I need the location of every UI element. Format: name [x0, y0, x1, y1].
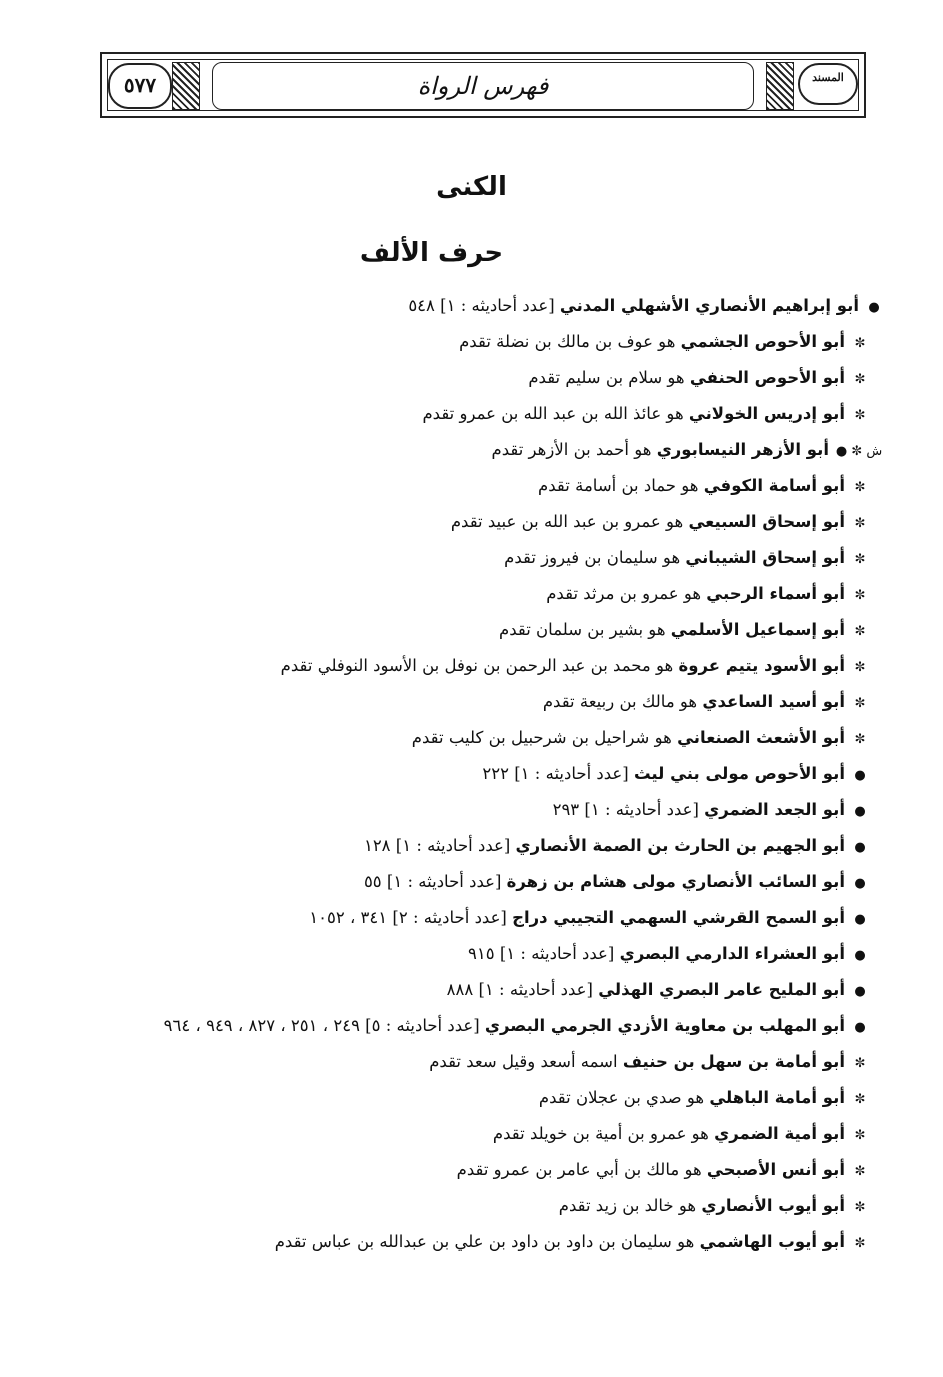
list-item: ✼أبو أسامة الكوفي هو حماد بن أسامة تقدم: [63, 468, 883, 504]
list-item: ●أبو الجعد الضمري [عدد أحاديثه : ١] ٢٩٣: [63, 792, 883, 828]
main-heading: الكنى: [436, 172, 507, 202]
list-item: ✼أبو أمامة الباهلي هو صدي بن عجلان تقدم: [63, 1080, 883, 1116]
list-item: ●أبو المهلب بن معاوية الأزدي الجرمي البصري [عدد أحاديثه : ٥] ٢٤٩ ، ٢٥١ ، ٨٢٧ ، ٩٤٩ ، ٩٦٤: [63, 1008, 883, 1044]
list-item: ✼أبو أيوب الأنصاري هو خالد بن زيد تقدم: [63, 1188, 883, 1224]
bullet-icon: ●: [854, 912, 866, 927]
asterisk-icon: ✼: [854, 480, 866, 495]
asterisk-icon: ✼: [854, 336, 866, 351]
list-item: ●أبو الجهيم بن الحارث بن الصمة الأنصاري [عدد أحاديثه : ١] ١٢٨: [63, 828, 883, 864]
list-item: ●أبو الأحوص مولى بني ليث [عدد أحاديثه : ١] ٢٢٢: [63, 756, 883, 792]
bullet-icon: ●: [854, 1020, 866, 1035]
list-item: ✼أبو أسيد الساعدي هو مالك بن ربيعة تقدم: [63, 684, 883, 720]
list-item: ●أبو إبراهيم الأنصاري الأشهلي المدني [عدد أحاديثه : ١] ٥٤٨: [63, 288, 883, 324]
list-item: ✼أبو أمامة بن سهل بن حنيف اسمه أسعد وقيل سعد تقدم: [63, 1044, 883, 1080]
asterisk-icon: ✼: [854, 624, 866, 639]
ornament-right-icon: [766, 62, 794, 110]
asterisk-icon: ✼: [854, 660, 866, 675]
list-item: ●أبو السمح القرشي السهمي التجيبي دراج [عدد أحاديثه : ٢] ٣٤١ ، ١٠٥٢: [63, 900, 883, 936]
section-heading: حرف الألف: [359, 238, 504, 268]
asterisk-icon: ✼: [854, 1200, 866, 1215]
asterisk-icon: ✼: [854, 516, 866, 531]
list-item: ✼أبو الأحوص الحنفي هو سلام بن سليم تقدم: [63, 360, 883, 396]
asterisk-icon: ✼: [854, 1056, 866, 1071]
asterisk-icon: ✼: [854, 1164, 866, 1179]
bullet-icon: ●: [854, 768, 866, 783]
ornament-left-icon: [172, 62, 200, 110]
list-item: ✼أبو إسحاق الشيباني هو سليمان بن فيروز تقدم: [63, 540, 883, 576]
bullet-icon: ●: [854, 984, 866, 999]
bullet-icon: ●: [868, 300, 880, 315]
list-item: ✼أبو أسماء الرحبي هو عمرو بن مرثد تقدم: [63, 576, 883, 612]
list-item: ●أبو العشراء الدارمي البصري [عدد أحاديثه : ١] ٩١٥: [63, 936, 883, 972]
list-item: ✼أبو إدريس الخولاني هو عائذ الله بن عبد الله بن عمرو تقدم: [63, 396, 883, 432]
bullet-icon: ●: [854, 804, 866, 819]
list-item: ●أبو المليح عامر البصري الهذلي [عدد أحاديثه : ١] ٨٨٨: [63, 972, 883, 1008]
bullet-icon: ●: [854, 948, 866, 963]
narrator-list: [63, 288, 883, 1260]
asterisk-icon: ش ✼ ●: [835, 444, 883, 459]
asterisk-icon: ✼: [854, 732, 866, 747]
bullet-icon: ●: [854, 840, 866, 855]
asterisk-icon: ✼: [854, 696, 866, 711]
list-item: ✼أبو الأشعث الصنعاني هو شراحيل بن شرحبيل بن كليب تقدم: [63, 720, 883, 756]
asterisk-icon: ✼: [854, 552, 866, 567]
list-item: ✼أبو أمية الضمري هو عمرو بن أمية بن خويلد تقدم: [63, 1116, 883, 1152]
list-item: ✼أبو الأسود يتيم عروة هو محمد بن عبد الرحمن بن نوفل بن الأسود النوفلي تقدم: [63, 648, 883, 684]
asterisk-icon: ✼: [854, 588, 866, 603]
asterisk-icon: ✼: [854, 372, 866, 387]
list-item: ش ✼ ●أبو الأزهر النيسابوري هو أحمد بن الأزهر تقدم: [63, 432, 883, 468]
bullet-icon: ●: [854, 876, 866, 891]
list-item: ✼أبو الأحوص الجشمي هو عوف بن مالك بن نضلة تقدم: [63, 324, 883, 360]
list-item: ✼أبو إسحاق السبيعي هو عمرو بن عبد الله بن عبيد تقدم: [63, 504, 883, 540]
asterisk-icon: ✼: [854, 1128, 866, 1143]
asterisk-icon: ✼: [854, 1236, 866, 1251]
page-header: [100, 52, 866, 118]
list-item: ✼أبو أيوب الهاشمي هو سليمان بن داود بن داود بن علي بن عبدالله بن عباس تقدم: [63, 1224, 883, 1260]
page-number: ٥٧٧: [108, 63, 172, 109]
list-item: ✼أبو أنس الأصبحي هو مالك بن أبي عامر بن عمرو تقدم: [63, 1152, 883, 1188]
list-item: ✼أبو إسماعيل الأسلمي هو بشير بن سلمان تقدم: [63, 612, 883, 648]
asterisk-icon: ✼: [854, 1092, 866, 1107]
running-title: فهرس الرواة: [212, 62, 754, 110]
asterisk-icon: ✼: [854, 408, 866, 423]
list-item: ●أبو السائب الأنصاري مولى هشام بن زهرة [عدد أحاديثه : ١] ٥٥: [63, 864, 883, 900]
publisher-logo: المسند: [798, 63, 858, 105]
